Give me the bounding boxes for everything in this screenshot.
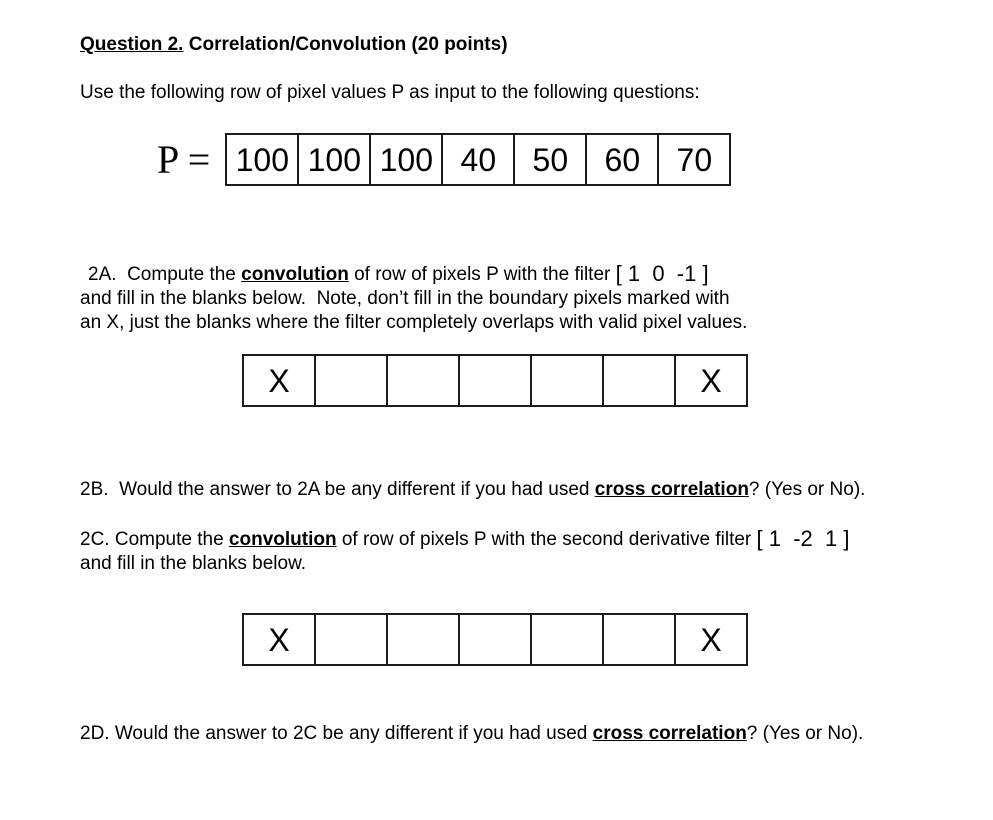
pixel-cell: 100 (370, 134, 442, 185)
q2a-prefix: 2A. Compute the (88, 264, 242, 285)
boundary-cell-x: X (243, 614, 315, 665)
answer-blank-cell[interactable] (387, 355, 459, 406)
question-number: Question 2. (80, 34, 184, 55)
pixel-cell: 70 (658, 134, 730, 185)
q2c-mid: of row of pixels P with the second derivative filter (336, 529, 757, 550)
answer-table-2c (242, 613, 748, 666)
answer-blank-cell[interactable] (459, 614, 531, 665)
q2c-filter-values: [ 1 -2 1 ] (756, 526, 850, 551)
q2d-emphasis-cross-correlation: cross correlation (592, 723, 747, 744)
question-2d-text (80, 722, 993, 746)
answer-blank-cell[interactable] (531, 614, 603, 665)
q2a-emphasis-convolution: convolution (241, 264, 349, 285)
pixel-cell: 50 (514, 134, 586, 185)
q2a-filter-values: [ 1 0 -1 ] (615, 261, 709, 286)
answer-table-2a (242, 354, 748, 407)
q2c-prefix: 2C. Compute the (80, 529, 229, 550)
boundary-cell-x: X (675, 355, 747, 406)
q2b-suffix: ? (Yes or No). (748, 479, 866, 500)
pixel-values-table (225, 133, 731, 186)
q2a-line2: and fill in the blanks below. Note, don’t fill in the boundary pixels marked with (80, 288, 730, 309)
q2b-emphasis-cross-correlation: cross correlation (594, 479, 749, 500)
answer-blank-cell[interactable] (603, 355, 675, 406)
answer-blank-cell[interactable] (315, 614, 387, 665)
answer-blank-cell[interactable] (459, 355, 531, 406)
q2b-prefix: 2B. Would the answer to 2A be any different if you had used (80, 479, 595, 500)
question-2c-text (80, 527, 993, 576)
q2a-mid: of row of pixels P with the filter (348, 264, 616, 285)
q2d-suffix: ? (Yes or No). (746, 723, 864, 744)
boundary-cell-x: X (675, 614, 747, 665)
q2d-prefix: 2D. Would the answer to 2C be any different if you had used (80, 723, 593, 744)
intro-text: Use the following row of pixel values P as input to the following questions: (80, 82, 700, 103)
answer-row-2a (243, 355, 747, 406)
question-2b-text (80, 478, 993, 502)
equation-lhs: P = (157, 136, 211, 182)
q2c-emphasis-convolution: convolution (228, 529, 337, 550)
answer-blank-cell[interactable] (315, 355, 387, 406)
answer-blank-cell[interactable] (603, 614, 675, 665)
pixel-values-row (226, 134, 730, 185)
question-2a-text (80, 262, 993, 335)
pixel-cell: 100 (298, 134, 370, 185)
q2a-line3: an X, just the blanks where the filter completely overlaps with valid pixel values. (80, 312, 748, 333)
pixel-row-equation (157, 133, 993, 186)
boundary-cell-x: X (243, 355, 315, 406)
answer-blank-cell[interactable] (531, 355, 603, 406)
answer-row-2c (243, 614, 747, 665)
question-title (80, 33, 993, 57)
q2c-line2: and fill in the blanks below. (80, 553, 307, 574)
answer-blank-cell[interactable] (387, 614, 459, 665)
pixel-cell: 60 (586, 134, 658, 185)
pixel-cell: 40 (442, 134, 514, 185)
question-title-text: Correlation/Convolution (20 points) (183, 34, 508, 55)
pixel-cell: 100 (226, 134, 298, 185)
